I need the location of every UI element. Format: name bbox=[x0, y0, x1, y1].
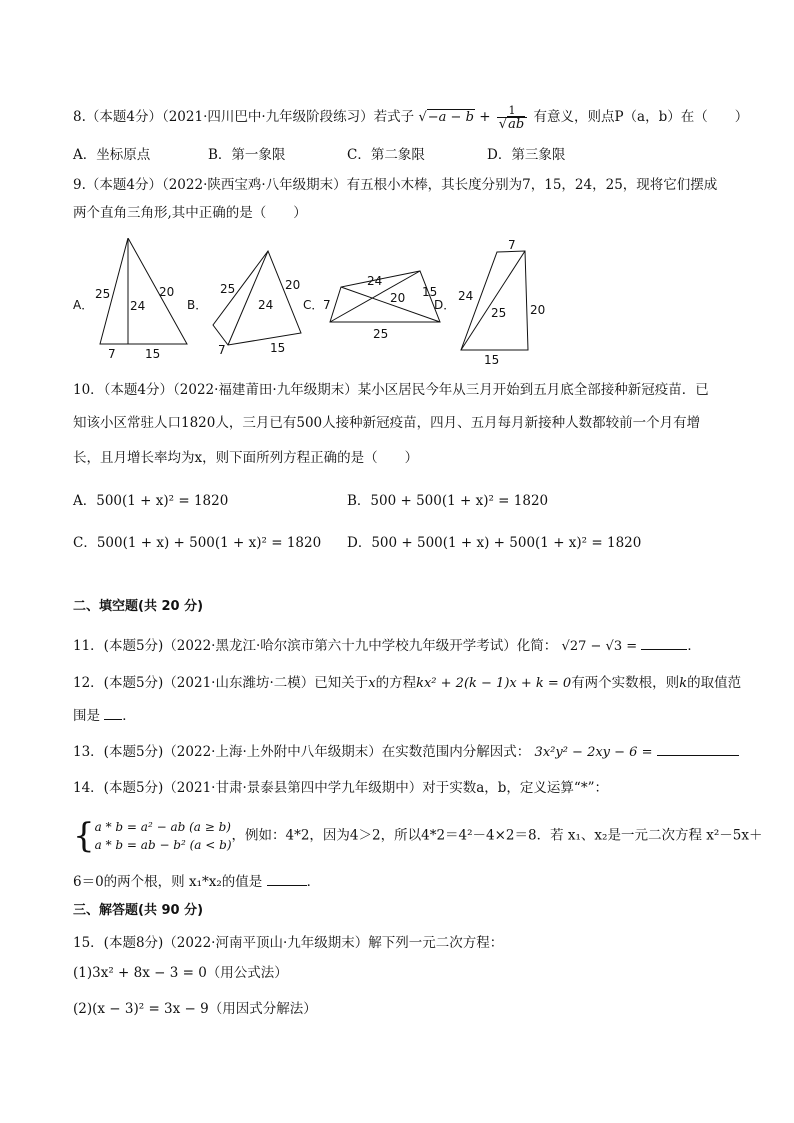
q14-line1: 14．(本题5分)（2021·甘肃·景泰县第四中学九年级期中）对于实数a，b，定义运算“*”： bbox=[73, 780, 608, 796]
q8-option-a: A．坐标原点 bbox=[73, 147, 151, 163]
q13-expr: 3x²y² − 2xy − 6 = bbox=[534, 745, 653, 760]
svg-text:20: 20 bbox=[285, 278, 301, 292]
svg-text:24: 24 bbox=[130, 299, 146, 313]
q13-answer-blank[interactable] bbox=[657, 741, 739, 756]
q14-piecewise: a * b = a² − ab (a ≥ b) a * b = ab − b² (a < b) bbox=[94, 820, 232, 852]
svg-text:20: 20 bbox=[159, 285, 175, 299]
q14-line3: 6＝0的两个根，则 x₁*x₂的值是 ． bbox=[73, 871, 320, 892]
svg-text:7: 7 bbox=[508, 238, 516, 252]
q9-line1: 9.（本题4分）（2022·陕西宝鸡·八年级期末）有五根小木棒，其长度分别为7，15，24，25，现将它们摆成 bbox=[73, 177, 718, 193]
q10-line2: 知该小区常驻人口1820人，三月已有500人接种新冠疫苗，四月、五月每月新接种人数都较前一个月有增 bbox=[73, 415, 701, 431]
svg-text:20: 20 bbox=[530, 303, 546, 317]
figure-d-letter: D． bbox=[434, 298, 456, 312]
svg-text:24: 24 bbox=[258, 298, 274, 312]
q11-line: 11．(本题5分)（2022·黑龙江·哈尔滨市第六十九中学校九年级开学考试）化简： √27 − √3 = ． bbox=[73, 635, 701, 657]
figure-b-letter: B． bbox=[187, 298, 208, 312]
svg-text:15: 15 bbox=[484, 353, 500, 367]
q11-expr: √27 − √3 = bbox=[561, 639, 638, 654]
q12-equation: kx² + 2(k − 1)x + k = 0 bbox=[416, 676, 572, 691]
q8-option-b: B．第一象限 bbox=[208, 147, 286, 163]
q10-line3: 长，且月增长率均为x，则下面所列方程正确的是（ ） bbox=[73, 450, 419, 466]
svg-text:7: 7 bbox=[323, 298, 331, 312]
q14-brace: { bbox=[73, 816, 95, 856]
svg-text:7: 7 bbox=[108, 347, 116, 361]
q14-line2: { a * b = a² − ab (a ≥ b) a * b = ab − b² (a < b) ，例如：4*2，因为4＞2，所以4*2＝4²－4×2＝8．若 x₁、x₂是一元二次方程 x²－5x＋ bbox=[73, 816, 763, 856]
q13-line: 13．(本题5分)（2022·上海·上外附中八年级期末）在实数范围内分解因式： 3x²y² − 2xy − 6 = bbox=[73, 741, 739, 763]
q8-text-after: 有意义，则点P（a，b）在（ ） bbox=[533, 109, 749, 125]
q10-line1: 10．（本题4分）（2022·福建莆田·九年级期末）某小区居民今年从三月开始到五月底全部接种新冠疫苗．已 bbox=[73, 382, 709, 398]
q9-figure-c bbox=[303, 271, 440, 341]
q8-sqrt: √−a − b bbox=[418, 110, 474, 125]
q9-figures bbox=[60, 238, 580, 368]
q8-option-c: C．第二象限 bbox=[347, 147, 425, 163]
svg-text:7: 7 bbox=[218, 343, 226, 357]
q11-answer-blank[interactable] bbox=[641, 635, 687, 650]
q8-text: 8.（本题4分）（2021·四川巴中·九年级阶段练习）若式子 bbox=[73, 109, 415, 125]
q10-option-a: A．500(1 + x)² = 1820 bbox=[73, 493, 229, 509]
svg-text:20: 20 bbox=[390, 291, 406, 305]
q12-answer-blank[interactable] bbox=[104, 705, 122, 720]
svg-text:24: 24 bbox=[458, 289, 474, 303]
q10-option-b: B．500 + 500(1 + x)² = 1820 bbox=[347, 493, 549, 509]
q15-line1: 15．(本题8分)（2022·河南平顶山·九年级期末）解下列一元二次方程： bbox=[73, 935, 504, 951]
q9-line2: 两个直角三角形,其中正确的是（ ） bbox=[73, 205, 307, 221]
svg-text:25: 25 bbox=[220, 282, 236, 296]
q9-figure-d bbox=[434, 238, 545, 367]
svg-text:15: 15 bbox=[145, 347, 161, 361]
figure-a-letter: A． bbox=[73, 298, 94, 312]
q8-line bbox=[73, 104, 748, 131]
q12-line1: 12．(本题5分)（2021·山东潍坊·二模）已知关于x的方程kx² + 2(k − 1)x + k = 0有两个实数根，则k的取值范 bbox=[73, 675, 742, 691]
q12-line2: 围是 ． bbox=[73, 705, 136, 726]
q8-fraction: $\frac{1}{√ab}$ bbox=[497, 104, 527, 131]
q15-part2: (2)(x − 3)² = 3x − 9（用因式分解法） bbox=[73, 1001, 317, 1017]
q15-part1: (1)3x² + 8x − 3 = 0（用公式法） bbox=[73, 965, 288, 981]
q9-figure-a bbox=[73, 238, 187, 361]
svg-text:24: 24 bbox=[367, 274, 383, 288]
figure-c-letter: C． bbox=[303, 298, 324, 312]
q10-option-c: C．500(1 + x) + 500(1 + x)² = 1820 bbox=[73, 535, 322, 551]
q10-option-d: D．500 + 500(1 + x) + 500(1 + x)² = 1820 bbox=[347, 535, 642, 551]
q14-answer-blank[interactable] bbox=[267, 871, 307, 886]
q8-option-d: D．第三象限 bbox=[487, 147, 566, 163]
section-solve-heading: 三、解答题(共 90 分) bbox=[73, 903, 204, 918]
svg-text:25: 25 bbox=[373, 327, 389, 341]
svg-text:15: 15 bbox=[270, 341, 286, 355]
svg-text:25: 25 bbox=[491, 306, 507, 320]
section-fill-in-heading: 二、填空题(共 20 分) bbox=[73, 599, 204, 614]
q8-plus: + bbox=[479, 109, 491, 125]
q9-figure-b bbox=[187, 251, 301, 357]
q11-text: 11．(本题5分)（2022·黑龙江·哈尔滨市第六十九中学校九年级开学考试）化简： bbox=[73, 638, 558, 654]
svg-text:25: 25 bbox=[95, 287, 111, 301]
svg-text:15: 15 bbox=[422, 285, 438, 299]
